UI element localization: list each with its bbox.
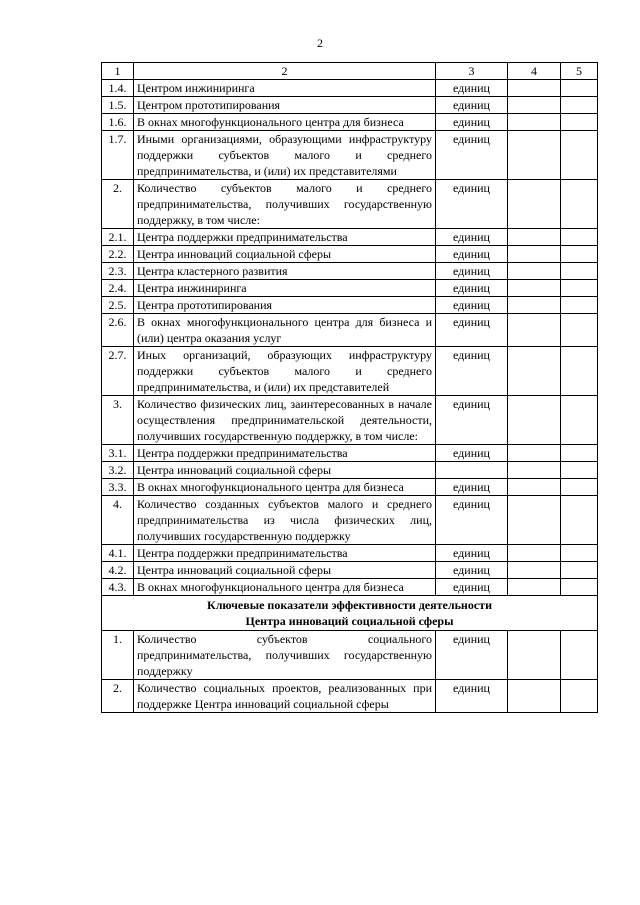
- value-cell-5: [561, 496, 598, 545]
- value-cell-4: [508, 479, 561, 496]
- table-row: [102, 131, 598, 180]
- unit-of-measure: единиц: [436, 545, 508, 562]
- row-number: 4.3.: [102, 579, 134, 596]
- unit-of-measure: единиц: [436, 131, 508, 180]
- value-cell-5: [561, 97, 598, 114]
- value-cell-4: [508, 114, 561, 131]
- table-row: [102, 496, 598, 545]
- value-cell-5: [561, 180, 598, 229]
- unit-of-measure: единиц: [436, 297, 508, 314]
- indicator-name: В окнах многофункционального центра для бизнеса: [134, 114, 436, 131]
- value-cell-4: [508, 280, 561, 297]
- indicator-name: Количество физических лиц, заинтересованных в начале осуществления предпринимательской деятельности, получивших государственную поддержку, в том числе:: [134, 396, 436, 445]
- row-number: 2.4.: [102, 280, 134, 297]
- indicator-name: Центра инноваций социальной сферы: [134, 562, 436, 579]
- table-row: [102, 479, 598, 496]
- unit-of-measure: единиц: [436, 496, 508, 545]
- section-heading-line: Центра инноваций социальной сферы: [245, 614, 454, 628]
- value-cell-5: [561, 263, 598, 280]
- value-cell-4: [508, 347, 561, 396]
- value-cell-4: [508, 246, 561, 263]
- indicator-name: Центром инжиниринга: [134, 80, 436, 97]
- value-cell-5: [561, 462, 598, 479]
- value-cell-4: [508, 396, 561, 445]
- table-row: [102, 246, 598, 263]
- unit-of-measure: единиц: [436, 579, 508, 596]
- table-row: [102, 545, 598, 562]
- column-header: 3: [436, 63, 508, 80]
- unit-of-measure: единиц: [436, 479, 508, 496]
- value-cell-5: [561, 631, 598, 680]
- table-row: [102, 180, 598, 229]
- table-row: [102, 263, 598, 280]
- indicator-name: В окнах многофункционального центра для бизнеса: [134, 479, 436, 496]
- value-cell-5: [561, 246, 598, 263]
- value-cell-4: [508, 180, 561, 229]
- row-number: 1.6.: [102, 114, 134, 131]
- value-cell-5: [561, 396, 598, 445]
- page-number: 2: [317, 36, 323, 50]
- value-cell-5: [561, 297, 598, 314]
- unit-of-measure: единиц: [436, 347, 508, 396]
- row-number: 2.: [102, 680, 134, 713]
- indicator-name: Количество созданных субъектов малого и среднего предпринимательства из числа физических лиц, получивших государственную поддержку: [134, 496, 436, 545]
- value-cell-5: [561, 347, 598, 396]
- unit-of-measure: единиц: [436, 246, 508, 263]
- value-cell-4: [508, 545, 561, 562]
- value-cell-5: [561, 131, 598, 180]
- indicator-name: Иными организациями, образующими инфраструктуру поддержки субъектов малого и среднего предпринимательства, и (или) их представителями: [134, 131, 436, 180]
- table-row: [102, 445, 598, 462]
- row-number: 1.5.: [102, 97, 134, 114]
- unit-of-measure: единиц: [436, 180, 508, 229]
- value-cell-5: [561, 579, 598, 596]
- row-number: 2.7.: [102, 347, 134, 396]
- value-cell-5: [561, 229, 598, 246]
- table-row: [102, 680, 598, 713]
- row-number: 1.7.: [102, 131, 134, 180]
- indicator-name: Количество субъектов малого и среднего предпринимательства, получивших государственную поддержку, в том числе:: [134, 180, 436, 229]
- unit-of-measure: единиц: [436, 314, 508, 347]
- table-row: [102, 396, 598, 445]
- value-cell-4: [508, 562, 561, 579]
- table-row: [102, 314, 598, 347]
- column-header: 1: [102, 63, 134, 80]
- row-number: 4.2.: [102, 562, 134, 579]
- indicator-name: Иных организаций, образующих инфраструктуру поддержки субъектов малого и среднего предпринимательства, и (или) их представителей: [134, 347, 436, 396]
- value-cell-5: [561, 562, 598, 579]
- indicator-name: Центром прототипирования: [134, 97, 436, 114]
- section-heading-row: [102, 596, 598, 631]
- value-cell-5: [561, 680, 598, 713]
- row-number: 2.2.: [102, 246, 134, 263]
- column-header: 2: [134, 63, 436, 80]
- value-cell-4: [508, 297, 561, 314]
- row-number: 2.1.: [102, 229, 134, 246]
- table-row: [102, 579, 598, 596]
- table-row: [102, 347, 598, 396]
- indicator-name: Центра прототипирования: [134, 297, 436, 314]
- indicator-name: Центра поддержки предпринимательства: [134, 445, 436, 462]
- row-number: 2.: [102, 180, 134, 229]
- indicator-name: Центра инноваций социальной сферы: [134, 246, 436, 263]
- value-cell-4: [508, 80, 561, 97]
- value-cell-4: [508, 314, 561, 347]
- table-header-row: [102, 63, 598, 80]
- unit-of-measure: единиц: [436, 80, 508, 97]
- indicator-name: Центра инноваций социальной сферы: [134, 462, 436, 479]
- row-number: 3.1.: [102, 445, 134, 462]
- unit-of-measure: [436, 462, 508, 479]
- row-number: 3.2.: [102, 462, 134, 479]
- value-cell-4: [508, 445, 561, 462]
- value-cell-4: [508, 263, 561, 280]
- indicator-name: В окнах многофункционального центра для бизнеса и (или) центра оказания услуг: [134, 314, 436, 347]
- table-row: [102, 80, 598, 97]
- indicator-name: Центра кластерного развития: [134, 263, 436, 280]
- value-cell-4: [508, 631, 561, 680]
- indicator-name: Количество субъектов социального предпринимательства, получивших государственную поддержку: [134, 631, 436, 680]
- unit-of-measure: единиц: [436, 631, 508, 680]
- row-number: 2.6.: [102, 314, 134, 347]
- row-number: 1.: [102, 631, 134, 680]
- indicator-name: Центра инжиниринга: [134, 280, 436, 297]
- table-row: [102, 114, 598, 131]
- section-heading-line: Ключевые показатели эффективности деятельности: [207, 598, 492, 612]
- unit-of-measure: единиц: [436, 280, 508, 297]
- value-cell-4: [508, 462, 561, 479]
- row-number: 4.: [102, 496, 134, 545]
- value-cell-5: [561, 114, 598, 131]
- table-row: [102, 631, 598, 680]
- row-number: 2.5.: [102, 297, 134, 314]
- row-number: 1.4.: [102, 80, 134, 97]
- value-cell-5: [561, 445, 598, 462]
- indicator-name: Центра поддержки предпринимательства: [134, 545, 436, 562]
- value-cell-4: [508, 579, 561, 596]
- unit-of-measure: единиц: [436, 263, 508, 280]
- value-cell-5: [561, 479, 598, 496]
- section-heading: [102, 596, 598, 631]
- value-cell-5: [561, 280, 598, 297]
- row-number: 2.3.: [102, 263, 134, 280]
- unit-of-measure: единиц: [436, 396, 508, 445]
- value-cell-5: [561, 314, 598, 347]
- row-number: 4.1.: [102, 545, 134, 562]
- indicator-name: Количество социальных проектов, реализованных при поддержке Центра инноваций социальной сферы: [134, 680, 436, 713]
- value-cell-4: [508, 229, 561, 246]
- indicators-table: [101, 62, 598, 713]
- table-row: [102, 229, 598, 246]
- column-header: 5: [561, 63, 598, 80]
- value-cell-4: [508, 680, 561, 713]
- unit-of-measure: единиц: [436, 680, 508, 713]
- table-row: [102, 462, 598, 479]
- table-row: [102, 297, 598, 314]
- table-row: [102, 562, 598, 579]
- unit-of-measure: единиц: [436, 229, 508, 246]
- table-row: [102, 97, 598, 114]
- row-number: 3.3.: [102, 479, 134, 496]
- table-row: [102, 280, 598, 297]
- unit-of-measure: единиц: [436, 445, 508, 462]
- value-cell-5: [561, 80, 598, 97]
- value-cell-4: [508, 97, 561, 114]
- indicator-name: В окнах многофункционального центра для бизнеса: [134, 579, 436, 596]
- indicator-name: Центра поддержки предпринимательства: [134, 229, 436, 246]
- value-cell-4: [508, 496, 561, 545]
- value-cell-5: [561, 545, 598, 562]
- unit-of-measure: единиц: [436, 114, 508, 131]
- row-number: 3.: [102, 396, 134, 445]
- column-header: 4: [508, 63, 561, 80]
- value-cell-4: [508, 131, 561, 180]
- unit-of-measure: единиц: [436, 97, 508, 114]
- unit-of-measure: единиц: [436, 562, 508, 579]
